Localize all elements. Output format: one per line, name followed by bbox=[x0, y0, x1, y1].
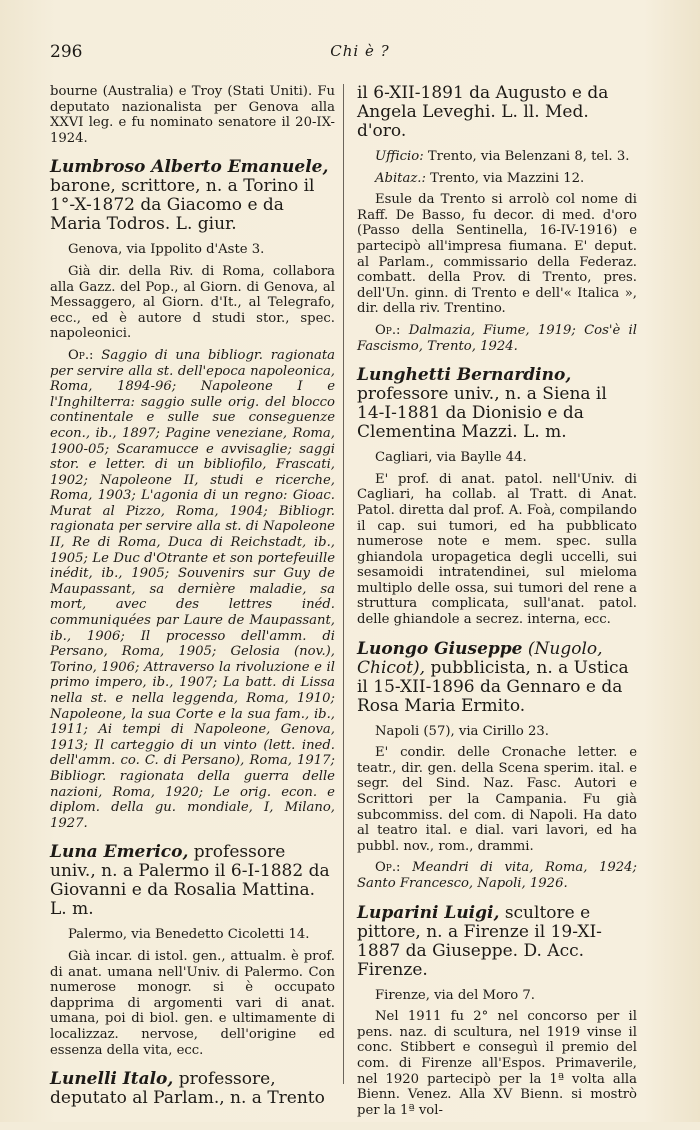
office-label: Ufficio: bbox=[375, 149, 424, 164]
entry-name: Lumbroso Alberto Emanuele, bbox=[50, 157, 329, 178]
works-label: Op.: bbox=[68, 347, 94, 363]
continued-entry-text: bourne (Australia) e Troy (Stati Uniti). Fu deputato nazionalista per Genova alla XXVI leg. e fu nominato senatore il 20-IX-1924. bbox=[50, 84, 335, 146]
entry-name: Luparini Luigi, bbox=[357, 902, 500, 923]
entry-heading bbox=[50, 843, 335, 919]
right-column bbox=[357, 84, 637, 1130]
entry-lunelli bbox=[50, 1070, 335, 1108]
entry-biography: Esule da Trento si arrolò col nome di Raff. De Basso, fu decor. di med. d'oro (Passo della Sentinella, 16-IV-1916) e partecipò all'impresa fiumana. E' deput. al Parlam., commissario della Federaz. combatt. della Prov. di Trento, pres. dell'Un. ginn. di Trento e dell'« Italica », dir. della riv. Trentino. bbox=[357, 192, 637, 317]
home-address: Trento, via Mazzini 12. bbox=[430, 170, 585, 186]
entry-luna bbox=[50, 843, 335, 1058]
running-title: Chi è ? bbox=[330, 42, 390, 60]
home-label: Abitaz.: bbox=[375, 170, 426, 186]
entry-home bbox=[357, 171, 637, 187]
entry-name: Lunghetti Bernardino, bbox=[357, 365, 572, 386]
works-list: Saggio di una bibliogr. ragionata per servire alla st. dell'epoca napoleonica, Roma, 1894-96; Napoleone I e l'Inghilterra: saggio sulle orig. del blocco continentale e sulle sue conseguenze econ., ib., 1897; Pagine veneziane, Roma, 1900-05; Scaramucce e avvisaglie; saggi stor. e letter. di un bibliofilo, Frascati, 1902; Napoleone II, studi e ricerche, Roma, 1903; L'agonia di un regno: Gioac. Murat al Pizzo, Roma, 1904; Bibliogr. ragionata per servire alla st. di Napoleone II, Re di Roma, Duca di Reichstadt, ib., 1905; Le Duc d'Otrante et son portefeuille inédit, ib., 1905; Souvenirs sur Guy de Maupassant, sa dernière maladie, sa mort, avec des lettres inéd. communiquées par Laure de Maupassant, ib., 1906; Il processo dell'amm. di Persano, Roma, 1905; Gelosia (nov.), Torino, 1906; Attraverso la rivoluzione e il primo impero, ib., 1907; La batt. di Lissa nella st. e nella leggenda, Roma, 1910; Napoleone, la sua Corte e la sua fam., ib., 1911; Ai tempi di Napoleone, Genova, 1913; Il carteggio di un vinto (lett. ined. dell'amm. co. C. di Persano), Roma, 1917; Bibliogr. ragionata della guerra delle nazioni, Roma, 1920; Le orig. econ. e diplom. della gu. mondiale, I, Milano, 1927. bbox=[50, 347, 335, 831]
entry-address: Cagliari, via Baylle 44. bbox=[375, 450, 527, 466]
entry-heading bbox=[357, 640, 637, 716]
entry-heading-continued: il 6-XII-1891 da Augusto e da Angela Leveghi. L. ll. Med. d'oro. bbox=[357, 83, 609, 141]
entry-works bbox=[357, 860, 637, 891]
entry-address: Firenze, via del Moro 7. bbox=[375, 987, 535, 1003]
entry-works bbox=[357, 323, 637, 354]
works-list: Meandri di vita, Roma, 1924; Santo Francesco, Napoli, 1926. bbox=[357, 860, 637, 891]
entry-lumbroso bbox=[50, 158, 335, 831]
entry-luongo bbox=[357, 640, 637, 892]
entry-heading-text: scultore e pittore, n. a Firenze il 19-XI-1887 da Giuseppe. D. Acc. Firenze. bbox=[357, 902, 602, 980]
entry-heading-text: barone, scrittore, n. a Torino il 1°-X-1872 da Giacomo e da Maria Todros. L. giur. bbox=[50, 176, 315, 235]
entry-heading bbox=[357, 366, 637, 442]
entry-biography: Già incar. di istol. gen., attualm. è prof. di anat. umana nell'Univ. di Palermo. Con numerose monogr. si è occupato dapprima di argomenti vari di anat. umana, poi di biol. gen. e ultimamente di localizzaz. nervose, dell'origine ed essenza della vita, ecc. bbox=[50, 948, 335, 1058]
page-header bbox=[50, 42, 670, 66]
left-column bbox=[50, 84, 335, 1120]
entry-name: Luna Emerico, bbox=[50, 842, 189, 863]
entry-name: Lunelli Italo, bbox=[50, 1069, 174, 1090]
works-label: Op.: bbox=[375, 860, 401, 876]
entry-heading-text: pubblicista, n. a Ustica il 15-XII-1896 da Gennaro e da Rosa Maria Ermito. bbox=[357, 657, 629, 716]
entry-biography: E' condir. delle Cronache letter. e teatr., dir. gen. della Scena sperim. ital. e segr. del Sind. Naz. Fasc. Autori e Scrittori per la Campania. Fu già subcommiss. del com. di Napoli. Ha dato al teatro ital. e dial. vari lavori, ed ha pubbl. nov., rom., drammi. bbox=[357, 745, 637, 854]
entry-name: Luongo Giuseppe bbox=[357, 638, 523, 659]
entry-alias: (Nugolo, Chicot), bbox=[357, 638, 603, 678]
entry-heading-text: professore univ., n. a Palermo il 6-I-1882 da Giovanni e da Rosalia Mattina. L. m. bbox=[50, 842, 330, 920]
entry-lunelli-continued bbox=[357, 84, 637, 354]
works-label: Op.: bbox=[375, 322, 401, 338]
entry-heading bbox=[357, 904, 637, 980]
entry-heading-text: professore univ., n. a Siena il 14-I-1881 da Dionisio e da Clementina Mazzi. L. m. bbox=[357, 384, 607, 443]
entry-lunghetti bbox=[357, 366, 637, 628]
entry-office bbox=[357, 149, 637, 165]
entry-heading bbox=[50, 1070, 335, 1108]
column-divider bbox=[343, 84, 344, 1084]
entry-heading bbox=[50, 158, 335, 234]
entry-biography: E' prof. di anat. patol. nell'Univ. di Cagliari, ha collab. al Tratt. di Anat. Patol. diretta dal prof. A. Foà, compilando il cap. sui tumori, ed ha pubblicato numerose note e mem. spec. sulla ghiandola uropagetica degli uccelli, sui sesamoidi intratendinei, sul mieloma multiplo delle ossa, sui tumori del rene a struttura complicata, sull'anat. patol. delle ghiandole a secrez. interna, ecc. bbox=[357, 471, 637, 628]
entry-biography: Nel 1911 fu 2° nel concorso per il pens. naz. di scultura, nel 1919 vinse il conc. Stibbert e conseguì il premio del com. di Firenze all'Espos. Primaverile, nel 1920 partecipò per la 1ª volta alla Bienn. Venez. Alla XV Bienn. si mostrò per la 1ª vol- bbox=[357, 1009, 637, 1118]
entry-works bbox=[50, 348, 335, 831]
entry-heading-text: professore, deputato al Parlam., n. a Trento bbox=[50, 1069, 325, 1109]
entry-biography: Già dir. della Riv. di Roma, collabora alla Gazz. del Pop., al Giorn. di Genova, al Messaggero, al Giorn. d'It., al Telegrafo, ecc., ed è autore d studi stor., spec. napoleonici. bbox=[50, 263, 335, 342]
entry-address: Napoli (57), via Cirillo 23. bbox=[375, 723, 549, 739]
entry-address: Genova, via Ippolito d'Aste 3. bbox=[68, 242, 265, 258]
works-list: Dalmazia, Fiume, 1919; Cos'è il Fascismo, Trento, 1924. bbox=[357, 322, 637, 354]
entry-address: Palermo, via Benedetto Cicoletti 14. bbox=[68, 927, 310, 943]
page-number: 296 bbox=[50, 42, 83, 62]
entry-luparini bbox=[357, 904, 637, 1119]
office-address: Trento, via Belenzani 8, tel. 3. bbox=[427, 149, 630, 164]
